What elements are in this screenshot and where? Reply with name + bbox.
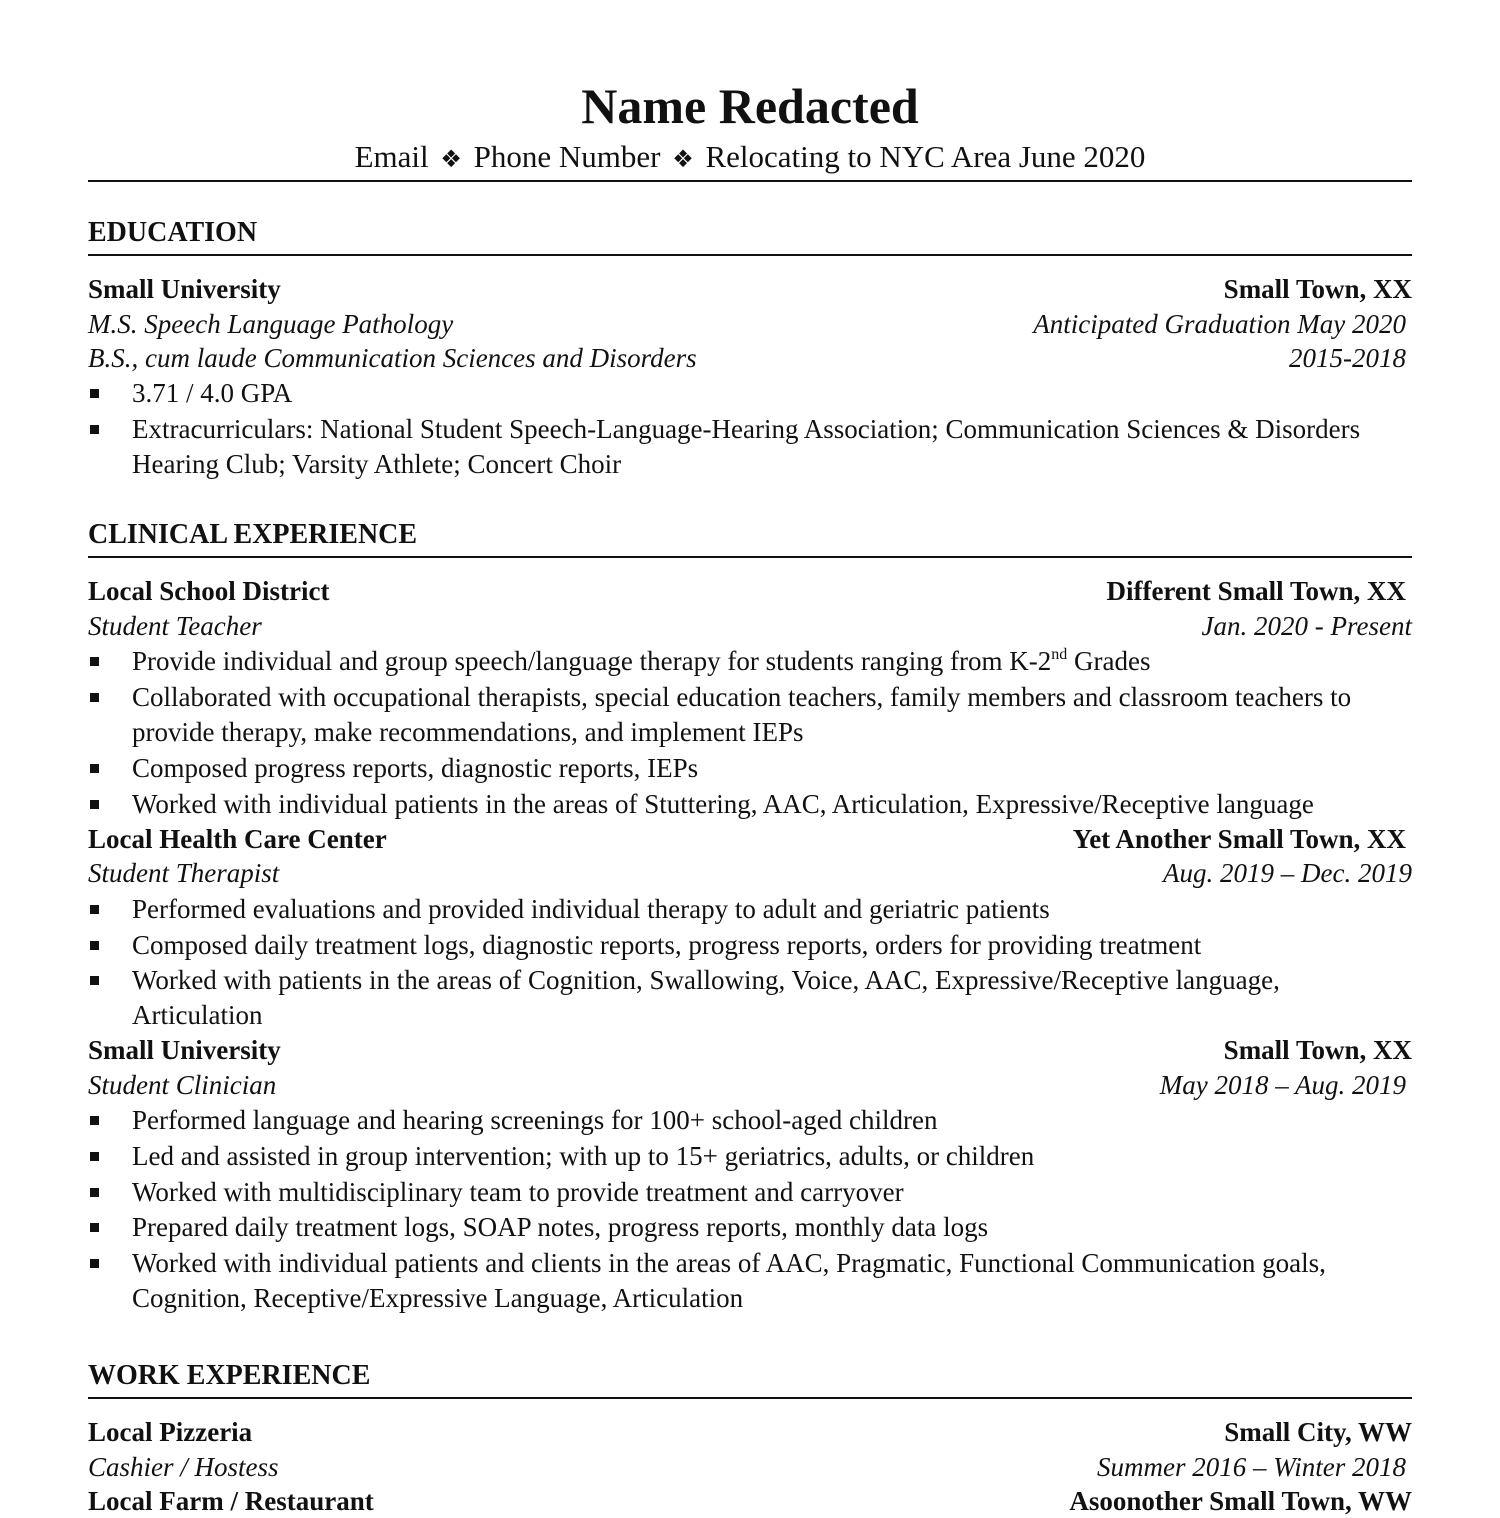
bullet-square-icon [90,1152,99,1161]
job-location: Small City, WW [1224,1417,1412,1447]
candidate-name: Name Redacted [581,78,919,134]
job-organization: Local Farm / Restaurant [88,1486,374,1516]
section-divider [88,556,1412,558]
bullet-text: Worked with individual patients in the areas of Stuttering, AAC, Articulation, Expressive/Receptive language [132,789,1314,819]
contact-phone: Phone Number [473,139,661,174]
bullet-square-icon [90,1223,99,1232]
bullet-text: Prepared daily treatment logs, SOAP notes, progress reports, monthly data logs [132,1212,989,1242]
bullet-square-icon [90,905,99,914]
bullet-square-icon [90,425,99,434]
job-header-row [88,822,1412,856]
diamond-separator-icon: ❖ [440,145,462,173]
education-date: 2015-2018 [1289,343,1406,373]
list-item [88,963,1412,1033]
bullet-text: Performed evaluations and provided individual therapy to adult and geriatric patients [132,894,1050,924]
section-divider [88,254,1412,256]
job-organization: Local School District [88,576,330,606]
list-item [88,751,1412,786]
list-item [88,1210,1412,1245]
education-date: Anticipated Graduation May 2020 [1033,309,1406,339]
bullet-square-icon [90,941,99,950]
job-location: Yet Another Small Town, XX [1072,824,1406,854]
job-role: Student Clinician [88,1070,277,1100]
list-item [88,1139,1412,1174]
job-organization: Small University [88,1035,281,1065]
contact-line [0,138,1500,178]
job-role: Student Therapist [88,858,280,888]
bullet-square-icon [90,657,99,666]
list-item [88,787,1412,822]
education-degree-row [88,307,1412,341]
list-item [88,892,1412,927]
education-school: Small University [88,274,281,304]
list-item [88,1103,1412,1138]
job-role-row [88,1450,1412,1484]
job-location: Asoonother Small Town, WW [1069,1486,1412,1516]
list-item [88,376,1412,411]
job-organization: Local Health Care Center [88,824,387,854]
bullet-square-icon [90,1259,99,1268]
header-divider [88,180,1412,182]
job-location: Different Small Town, XX [1106,576,1406,606]
job-role-row [88,856,1412,890]
bullet-text-part: Provide individual and group speech/language therapy for students ranging from K-2 [132,646,1052,676]
list-item [88,680,1412,750]
bullet-square-icon [90,693,99,702]
bullet-text: Worked with patients in the areas of Cognition, Swallowing, Voice, AAC, Expressive/Receptive language, Articulation [132,965,1280,1030]
job-dates: Jan. 2020 - Present [1201,611,1412,641]
bullet-square-icon [90,1116,99,1125]
bullet-text: Worked with individual patients and clients in the areas of AAC, Pragmatic, Functional Communication goals, Cognition, Receptive/Expressive Language, Articulation [132,1248,1326,1313]
section-title-work: WORK EXPERIENCE [88,1360,371,1391]
job-header-row [88,1415,1412,1449]
bullet-text: 3.71 / 4.0 GPA [132,378,293,408]
job-dates: May 2018 – Aug. 2019 [1159,1070,1406,1100]
job-role: Student Teacher [88,611,262,641]
list-item [88,1246,1412,1316]
bullet-text: Worked with multidisciplinary team to provide treatment and carryover [132,1177,904,1207]
bullet-square-icon [90,800,99,809]
education-degree: B.S., cum laude Communication Sciences and Disorders [88,343,697,373]
bullet-text: Composed daily treatment logs, diagnostic reports, progress reports, orders for providing treatment [132,930,1202,960]
bullet-text: Composed progress reports, diagnostic reports, IEPs [132,753,699,783]
bullet-text: Led and assisted in group intervention; with up to 15+ geriatrics, adults, or children [132,1141,1035,1171]
bullet-text: Collaborated with occupational therapists, special education teachers, family members and classroom teachers to provide therapy, make recommendations, and implement IEPs [132,682,1352,747]
section-title-clinical: CLINICAL EXPERIENCE [88,519,418,550]
education-degree: M.S. Speech Language Pathology [88,309,454,339]
job-role-row [88,609,1412,643]
bullet-square-icon [90,764,99,773]
job-header-row [88,1484,1412,1518]
contact-email: Email [354,139,429,174]
bullet-text-part: Grades [1067,646,1151,676]
job-dates: Aug. 2019 – Dec. 2019 [1163,858,1412,888]
education-location: Small Town, XX [1223,274,1412,304]
list-item [88,644,1412,679]
job-dates: Summer 2016 – Winter 2018 [1097,1452,1406,1482]
section-title-education: EDUCATION [88,217,258,248]
job-organization: Local Pizzeria [88,1417,253,1447]
diamond-separator-icon: ❖ [672,145,694,173]
section-divider [88,1397,1412,1399]
bullet-text: Extracurriculars: National Student Speech-Language-Hearing Association; Communication Sciences & Disorders Hearing Club; Varsity Athlete; Concert Choir [132,414,1361,479]
ordinal-superscript: nd [1051,646,1068,663]
job-header-row [88,574,1412,608]
job-location: Small Town, XX [1223,1035,1412,1065]
bullet-text: Performed language and hearing screenings for 100+ school-aged children [132,1105,938,1135]
education-header-row [88,272,1412,306]
bullet-square-icon [90,1188,99,1197]
contact-relocation: Relocating to NYC Area June 2020 [705,139,1146,174]
bullet-square-icon [90,389,99,398]
job-role: Cashier / Hostess [88,1452,279,1482]
education-degree-row [88,341,1412,375]
bullet-square-icon [90,976,99,985]
list-item [88,928,1412,963]
job-header-row [88,1033,1412,1067]
bullet-text [132,644,1412,679]
list-item [88,1175,1412,1210]
list-item [88,412,1412,482]
job-role-row [88,1068,1412,1102]
